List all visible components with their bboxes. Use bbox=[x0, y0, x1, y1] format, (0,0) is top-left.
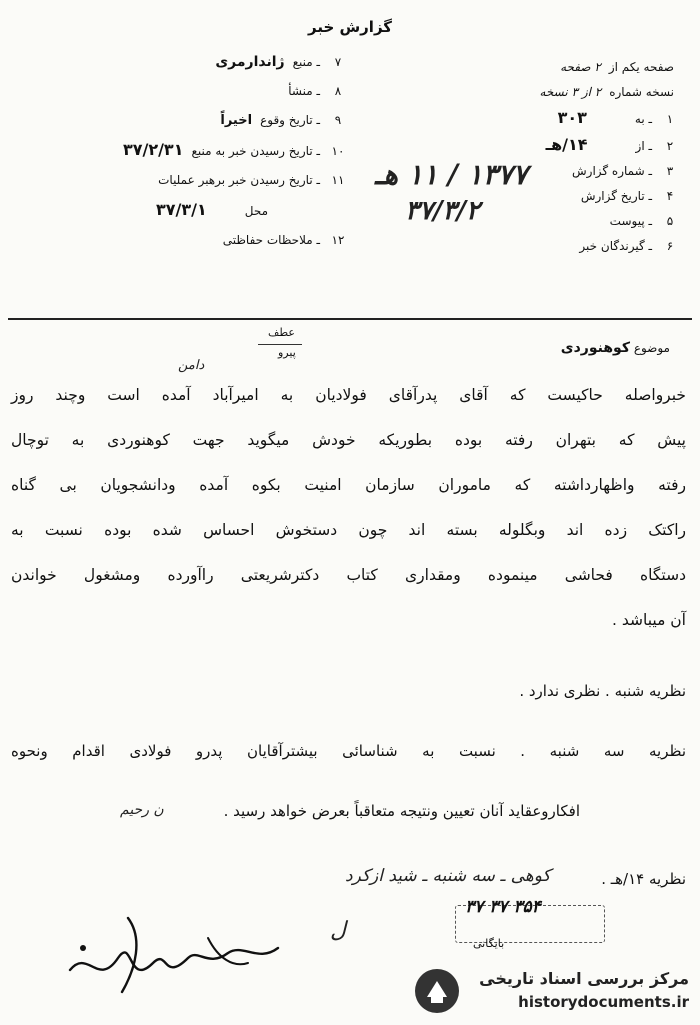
body-line: پیش که بتهران رفته بوده بطوریکه خودش میگوید جهت کوهنوردی به توچال bbox=[11, 431, 686, 449]
field-label: صفحه یکم از bbox=[608, 60, 674, 74]
field-number: ۷ bbox=[334, 55, 342, 69]
reference-divider bbox=[258, 344, 302, 345]
field-label: ـ منشأ bbox=[288, 84, 320, 98]
field-source bbox=[18, 48, 348, 77]
followup-label: پیرو bbox=[278, 346, 296, 359]
handwritten-initial-mark: ل bbox=[330, 918, 346, 943]
field-value: ۲ صفحه bbox=[560, 60, 601, 74]
field-recipients bbox=[360, 234, 680, 259]
field-occurrence-date bbox=[18, 106, 348, 135]
archive-stamp bbox=[455, 897, 605, 952]
subject-line bbox=[561, 340, 670, 356]
field-label: ـ پیوست bbox=[609, 214, 652, 228]
watermark-url: historydocuments.ir bbox=[518, 993, 689, 1011]
field-to bbox=[360, 105, 680, 132]
field-label: نسخه شماره bbox=[609, 85, 674, 99]
handwritten-final-note: کوهی ـ سه شنبه ـ شید ازکرد bbox=[345, 866, 551, 886]
field-value: ۳۰۳ bbox=[557, 108, 587, 127]
field-number: ۶ bbox=[666, 239, 674, 253]
field-value: ۲ از ۳ نسخه bbox=[539, 85, 602, 99]
handwritten-initial: ن رحیم bbox=[120, 802, 164, 818]
subject-value: کوهنوردی bbox=[560, 340, 630, 356]
field-number: ۹ bbox=[334, 113, 342, 127]
field-from bbox=[360, 132, 680, 159]
body-line: دستگاه فحاشی مینموده ومقداری کتاب دکترشریعتی راآورده ومشغول خواندن bbox=[11, 566, 686, 584]
note-saturday: نظریه شنبه . نظری ندارد . bbox=[519, 682, 686, 700]
field-label: ـ گیرندگان خبر bbox=[579, 239, 652, 253]
field-value: اخیراً bbox=[220, 113, 253, 128]
stamp-text: بایگانی bbox=[473, 937, 505, 950]
field-place bbox=[18, 195, 348, 226]
handwritten-report-date: ۳۷/۳/۲ bbox=[405, 196, 480, 226]
field-label: ـ از bbox=[635, 139, 652, 153]
stamp-numbers: ۳۷ ۳۷ ۳۵۴ bbox=[465, 897, 541, 917]
body-line: رفته واظهارداشته که ماموران سازمان امنیت بکوه آمده ودانشجویان بی گناه bbox=[11, 476, 686, 494]
field-origin bbox=[18, 77, 348, 106]
watermark-name: مرکز بررسی اسناد تاریخی bbox=[479, 969, 689, 988]
report-meta-left bbox=[18, 48, 348, 255]
field-label: ـ تاریخ رسیدن خبر برهبر عملیات bbox=[158, 173, 320, 187]
field-label: ـ تاریخ وقوع bbox=[260, 113, 320, 127]
field-label: ـ ملاحظات حفاظتی bbox=[222, 233, 320, 247]
field-number: ۸ bbox=[334, 84, 342, 98]
subject-label: موضوع bbox=[633, 341, 670, 355]
handwritten-annotation: دامن bbox=[178, 358, 205, 373]
field-label: ـ به bbox=[634, 112, 652, 126]
field-value: ۳۷/۲/۳۱ bbox=[122, 140, 184, 159]
field-copy bbox=[360, 80, 680, 105]
archive-logo-icon bbox=[413, 967, 461, 1015]
report-body bbox=[11, 380, 686, 650]
field-number: ۲ bbox=[666, 139, 674, 153]
body-line: خبرواصله حاکیست که آقای پدرآقای فولادیان به امیرآباد آمده است وچند روز bbox=[11, 386, 686, 404]
field-value: ۱۴/هـ bbox=[545, 135, 588, 154]
signature-icon bbox=[58, 908, 288, 998]
field-received-source bbox=[18, 135, 348, 166]
field-number: ۱ bbox=[666, 112, 674, 126]
page-title: گزارش خبر bbox=[307, 18, 393, 36]
field-number: ۱۱ bbox=[331, 173, 345, 187]
header-divider bbox=[8, 318, 692, 320]
body-line: آن میباشد . bbox=[612, 611, 686, 629]
note-tuesday-line1: نظریه سه شنبه . نسبت به شناسائی بیشترآقایان پدرو فولادی اقدام ونحوه bbox=[11, 742, 686, 760]
field-value: ۳۷/۳/۱ bbox=[155, 200, 207, 219]
note-final-label: نظریه ۱۴/هـ . bbox=[601, 870, 686, 888]
field-number: ۴ bbox=[666, 189, 674, 203]
archive-watermark bbox=[405, 967, 695, 1017]
handwritten-report-number: ۱۳۷۷ / ۱۱ هـ bbox=[375, 158, 528, 191]
field-value: ژاندارمری bbox=[215, 54, 285, 70]
field-number: ۵ bbox=[666, 214, 674, 228]
note-tuesday-line2: افکاروعقاید آنان تعیین ونتیجه متعاقباً بعرض خواهد رسید . bbox=[223, 802, 580, 820]
field-number: ۱۲ bbox=[331, 233, 345, 247]
field-number: ۱۰ bbox=[331, 144, 345, 158]
field-label: ـ تاریخ گزارش bbox=[580, 189, 652, 203]
field-page bbox=[360, 55, 680, 80]
field-label: محل bbox=[244, 204, 268, 218]
field-label: ـ منبع bbox=[292, 55, 320, 69]
body-line: راکتک زده اند وبگلوله بسته اند چون دستخوش احساس شده بوده نسبت به bbox=[11, 521, 686, 539]
reference-label: عطف bbox=[268, 326, 295, 339]
report-meta-right bbox=[360, 55, 680, 259]
field-number: ۳ bbox=[666, 164, 674, 178]
field-received-leader bbox=[18, 166, 348, 195]
field-security-notes bbox=[18, 226, 348, 255]
field-label: ـ شماره گزارش bbox=[572, 164, 652, 178]
field-label: ـ تاریخ رسیدن خبر به منبع bbox=[191, 144, 320, 158]
